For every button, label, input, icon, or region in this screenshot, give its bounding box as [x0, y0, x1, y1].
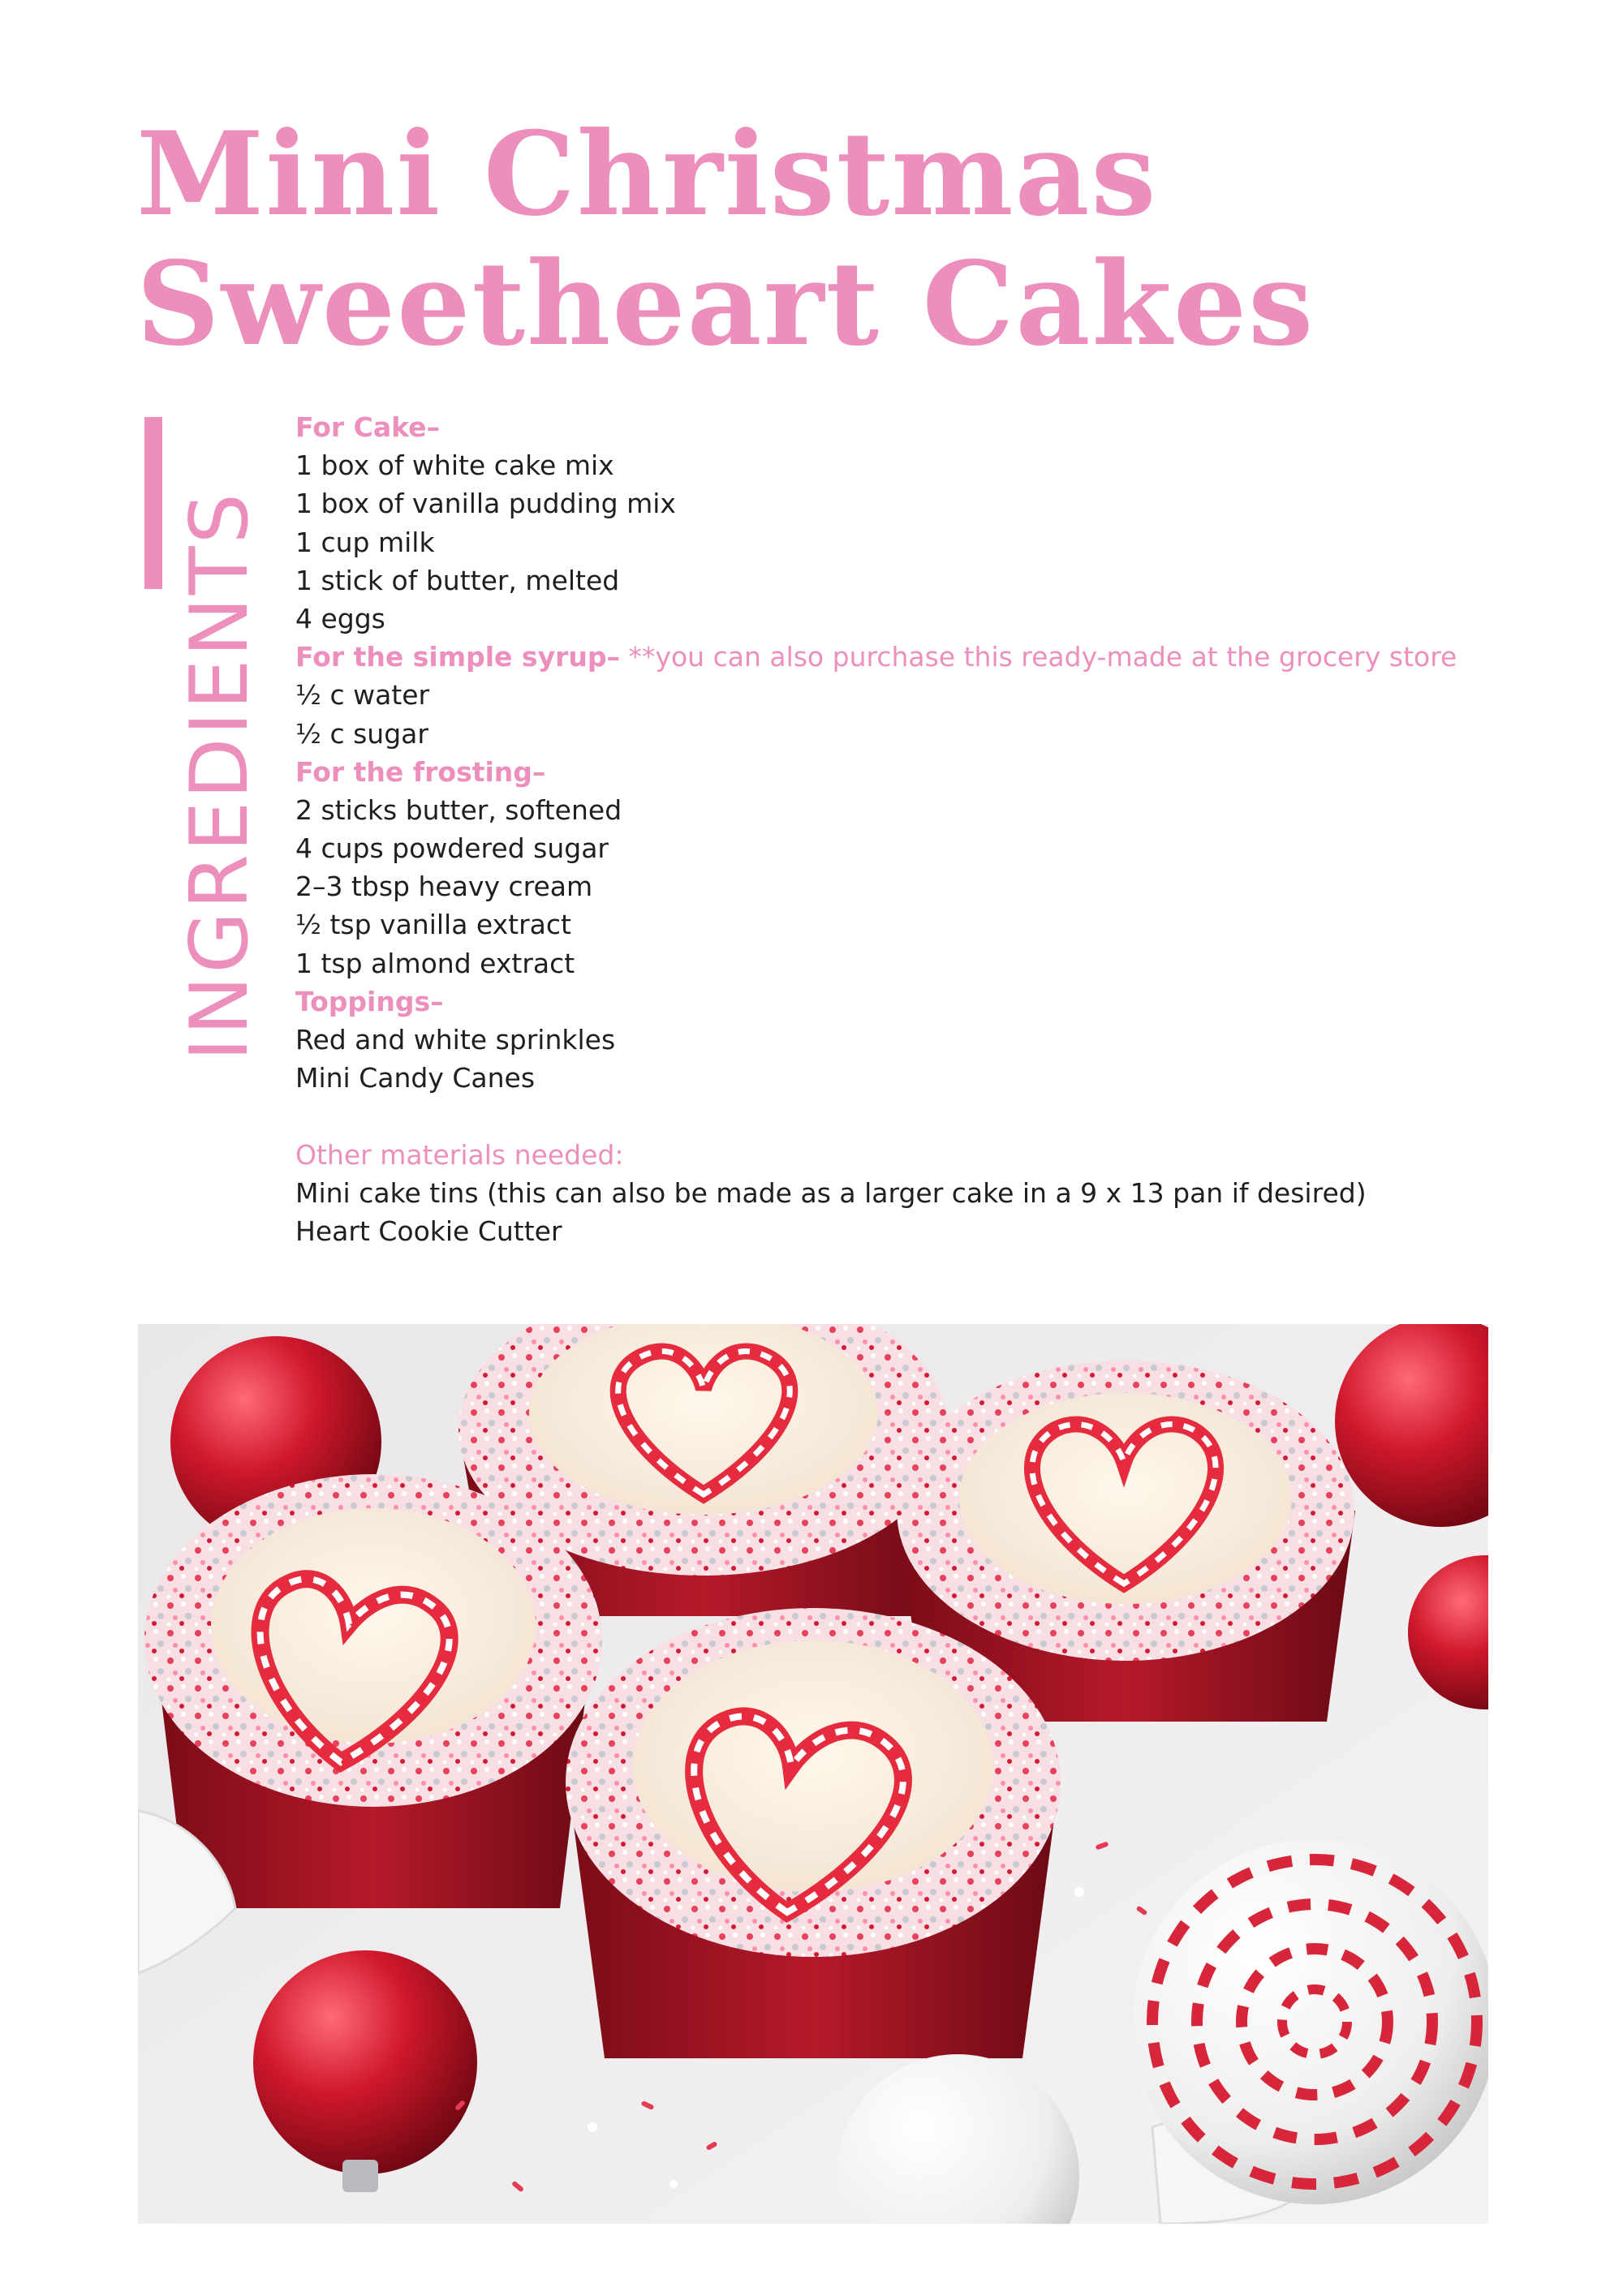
ingredient-item: 4 eggs [295, 602, 385, 634]
syrup-heading-text: For the simple syrup– [295, 641, 620, 673]
ingredient-item: ½ c sugar [295, 717, 428, 750]
ingredients-list [295, 408, 1594, 1250]
ingredient-item: Red and white sprinkles [295, 1024, 616, 1056]
ingredient-item: ½ c water [295, 679, 430, 712]
ingredient-item: 1 box of vanilla pudding mix [295, 488, 676, 520]
title-line-1: Mini Christmas [136, 107, 1158, 242]
section-heading-cake: For Cake– [295, 411, 441, 443]
ingredient-item: 1 cup milk [295, 526, 435, 558]
ingredient-item: 4 cups powdered sugar [295, 832, 609, 865]
ingredient-item: 2–3 tbsp heavy cream [295, 871, 593, 903]
ingredient-item: 1 stick of butter, melted [295, 564, 620, 596]
cakes-photo [138, 1324, 1488, 2224]
material-item: Heart Cookie Cutter [295, 1215, 562, 1247]
ingredient-item: 1 tsp almond extract [295, 947, 575, 979]
accent-bar [144, 417, 162, 589]
section-heading-frosting: For the frosting– [295, 755, 546, 788]
ingredient-item: 2 sticks butter, softened [295, 793, 622, 826]
section-heading-toppings: Toppings– [295, 985, 444, 1017]
ingredient-item: Mini Candy Canes [295, 1062, 536, 1094]
ingredient-item: ½ tsp vanilla extract [295, 909, 571, 941]
ingredients-side-label: INGREDIENTS [174, 491, 266, 1061]
section-heading-syrup [295, 638, 1594, 676]
section-heading-other: Other materials needed: [295, 1138, 624, 1171]
syrup-note: **you can also purchase this ready-made at the grocery store [619, 641, 1457, 673]
recipe-title [136, 107, 1315, 372]
ingredient-item: 1 box of white cake mix [295, 449, 614, 482]
spacer [295, 1097, 1594, 1135]
title-line-2: Sweetheart Cakes [136, 237, 1315, 372]
material-item: Mini cake tins (this can also be made as a larger cake in a 9 x 13 pan if desired) [295, 1176, 1367, 1209]
